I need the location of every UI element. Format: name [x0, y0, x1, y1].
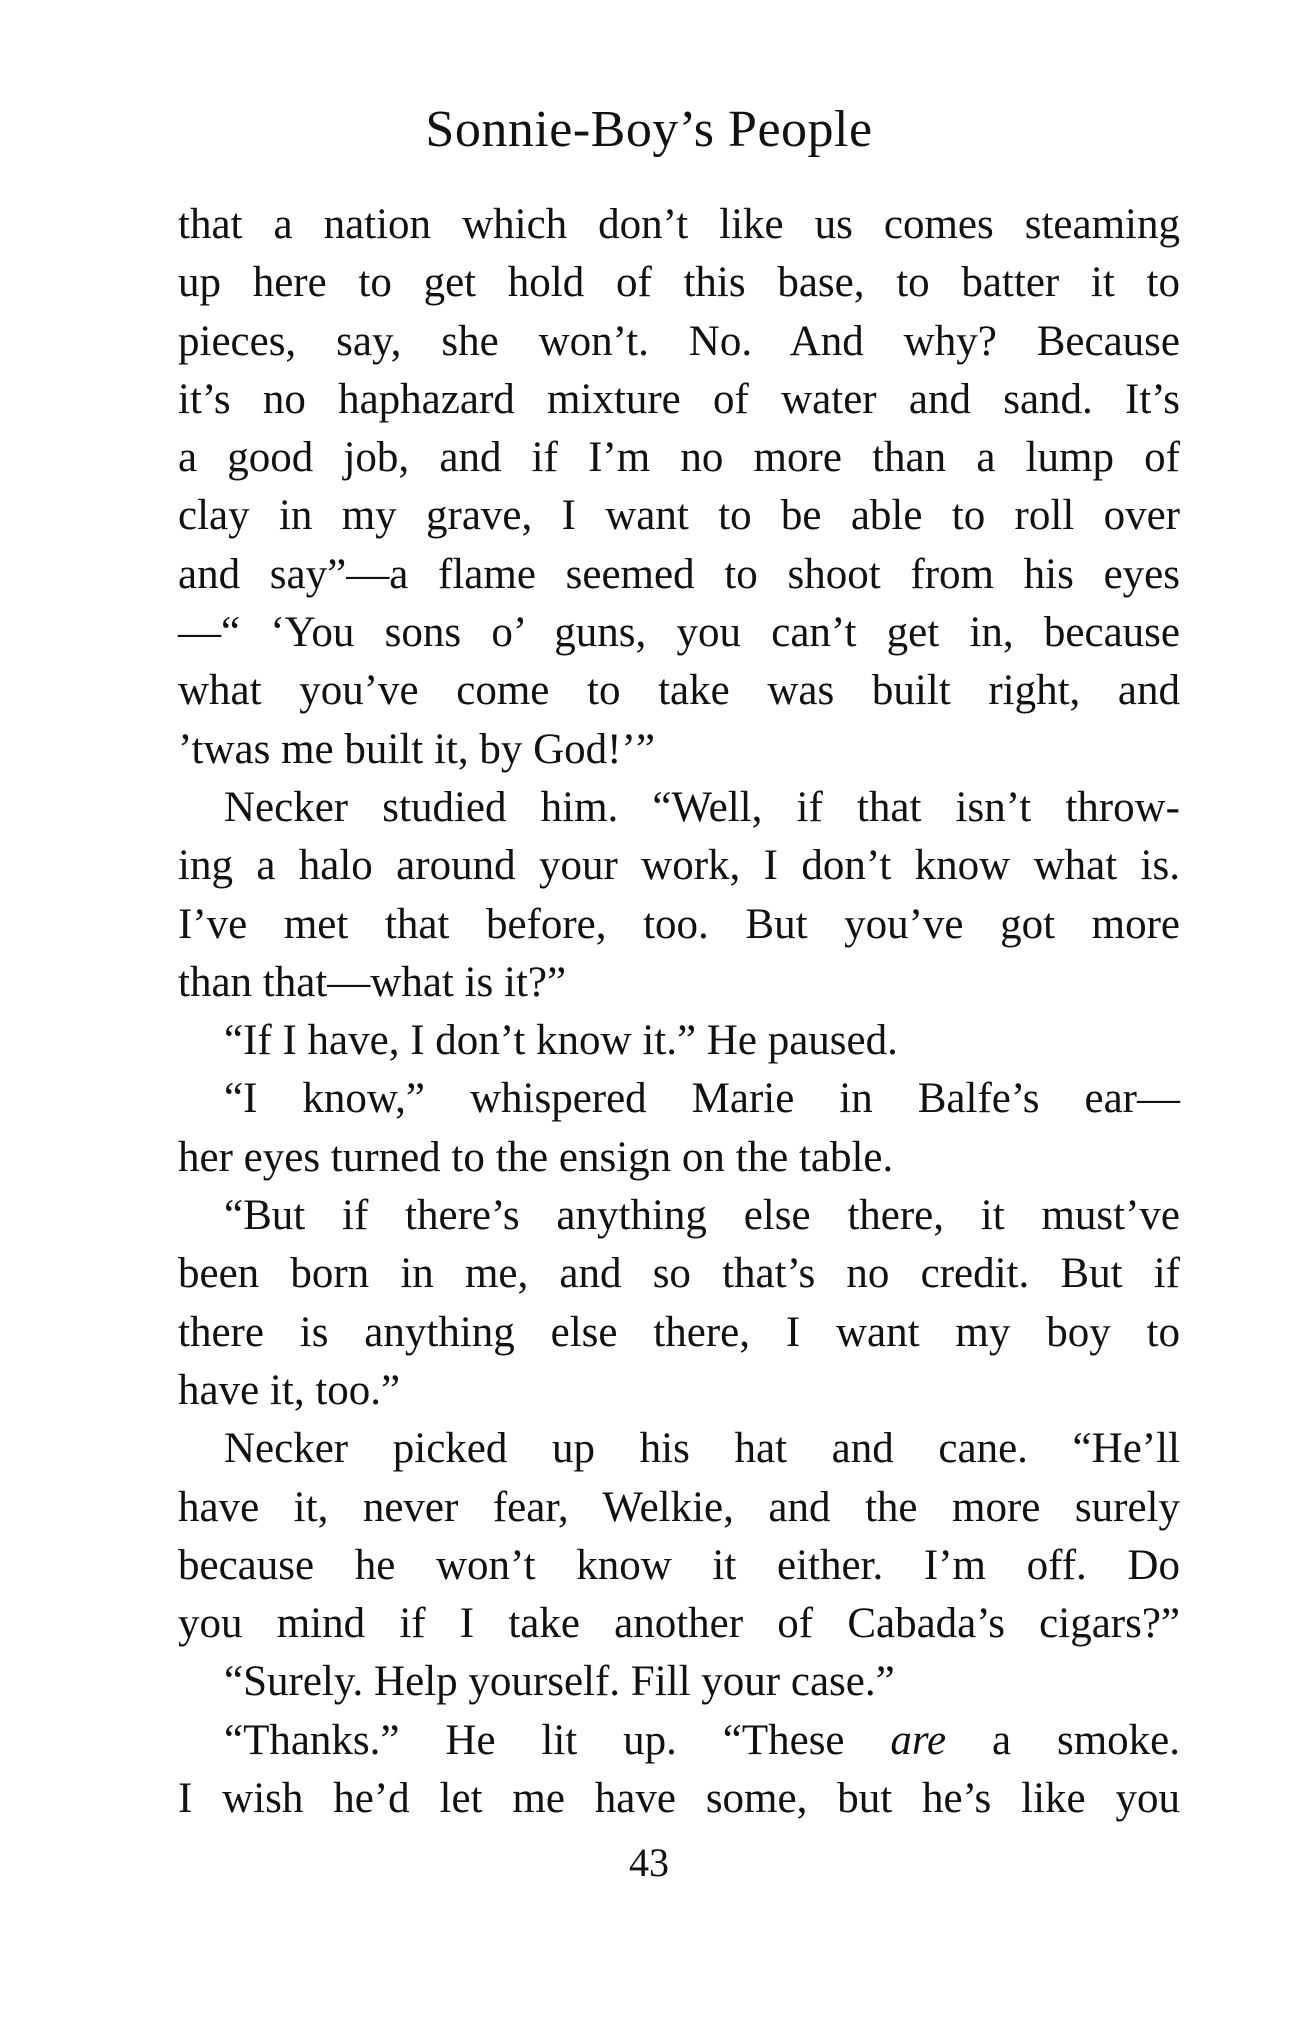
text-line: “If I have, I don’t know it.” He paused. — [224, 1017, 898, 1065]
page-number: 43 — [629, 1840, 669, 1885]
text-line: that a nation which don’t like us comes steaming — [178, 201, 1180, 248]
text-line: have it, never fear, Welkie, and the more surely — [178, 1483, 1180, 1531]
text-line: what you’ve come to take was built right, and — [178, 667, 1180, 715]
text-line: her eyes turned to the ensign on the table. — [178, 1133, 894, 1181]
text-line: it’s no haphazard mixture of water and sand. It’s — [178, 375, 1180, 423]
body-text — [178, 196, 1180, 1828]
running-head: Sonnie-Boy’s People — [425, 101, 873, 158]
text-line: I wish he’d let me have some, but he’s like you — [178, 1775, 1180, 1823]
text-line: pieces, say, she won’t. No. And why? Because — [178, 317, 1180, 365]
text-line: “I know,” whispered Marie in Balfe’s ear— — [224, 1075, 1180, 1123]
text-line: a good job, and if I’m no more than a lump of — [178, 434, 1180, 482]
text-line: because he won’t know it either. I’m off. Do — [178, 1541, 1180, 1589]
text-line: ’twas me built it, by God!’” — [178, 725, 655, 773]
text-line: “Surely. Help yourself. Fill your case.” — [224, 1658, 895, 1706]
text-line: Necker studied him. “Well, if that isn’t throw- — [224, 783, 1180, 831]
text-line: clay in my grave, I want to be able to roll over — [178, 492, 1180, 540]
text-line: Necker picked up his hat and cane. “He’ll — [224, 1425, 1180, 1473]
text-line: I’ve met that before, too. But you’ve got more — [178, 900, 1180, 948]
text-line: “But if there’s anything else there, it must’ve — [224, 1192, 1180, 1240]
text-line: —“ ‘You sons o’ guns, you can’t get in, because — [178, 609, 1180, 657]
text-line: been born in me, and so that’s no credit. But if — [178, 1250, 1180, 1298]
text-line: up here to get hold of this base, to batter it to — [178, 259, 1180, 307]
text-line: than that—what is it?” — [178, 958, 567, 1006]
text-line: ing a halo around your work, I don’t know what is. — [178, 842, 1180, 890]
text-line: have it, too.” — [178, 1366, 401, 1414]
text-line: “Thanks.” He lit up. “These are a smoke. — [224, 1716, 1180, 1764]
text-line: you mind if I take another of Cabada’s cigars?” — [178, 1600, 1180, 1648]
text-line: and say”—a flame seemed to shoot from his eyes — [178, 550, 1180, 598]
text-line: there is anything else there, I want my boy to — [178, 1308, 1180, 1356]
